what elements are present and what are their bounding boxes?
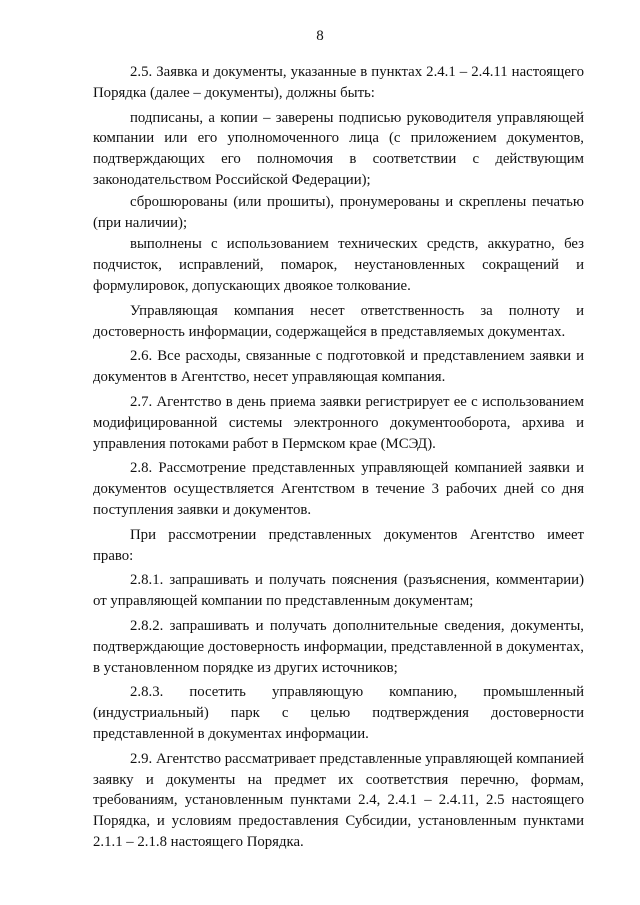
paragraph-responsibility: Управляющая компания несет ответственность за полноту и достоверность информации, содержащейся в представляемых документах. <box>93 302 584 340</box>
paragraph-rights: При рассмотрении представленных документов Агентство имеет право: <box>93 526 584 564</box>
paragraph-2-7: 2.7. Агентство в день приема заявки регистрирует ее с использованием модифицированной системы электронного документооборота, архива и управления потоками работ в Пермском крае (МСЭД). <box>93 393 584 452</box>
paragraph-2-9: 2.9. Агентство рассматривает представленные управляющей компанией заявку и документы на предмет их соответствия перечню, формам, требованиям, установленным пунктами 2.4, 2.4.1 – 2.4.11, 2.5 настоящего Порядка, и условиям предоставления Субсидии, установленным пунктами 2.1.1 – 2.1.8 настоящего Порядка. <box>93 750 584 850</box>
document-body <box>93 62 584 857</box>
paragraph-2-5: 2.5. Заявка и документы, указанные в пунктах 2.4.1 – 2.4.11 настоящего Порядка (далее – документы), должны быть: <box>93 64 584 101</box>
paragraph-2-8-1: 2.8.1. запрашивать и получать пояснения (разъяснения, комментарии) от управляющей компании по представленным документам; <box>93 572 584 610</box>
paragraph-2-8-3: 2.8.3. посетить управляющую компанию, промышленный (индустриальный) парк с целью подтверждения достоверности представленной в документах информации. <box>93 684 584 742</box>
paragraph-2-8: 2.8. Рассмотрение представленных управляющей компанией заявки и документов осуществляется Агентством в течение 3 рабочих дней со дня поступления заявки и документов. <box>93 460 584 518</box>
paragraph-executed: выполнены с использованием технических средств, аккуратно, без подчисток, исправлений, помарок, неустановленных сокращений и формулировок, допускающих двоякое толкование. <box>93 236 584 294</box>
paragraph-signed: подписаны, а копии – заверены подписью руководителя управляющей компании или его уполномоченного лица (с приложением документов, подтверждающих его полномочия в соответствии с действующим законодательством Российской Федерации); <box>93 109 584 188</box>
paragraph-bound: сброшюрованы (или прошиты), пронумерованы и скреплены печатью (при наличии); <box>93 193 584 231</box>
paragraph-2-6: 2.6. Все расходы, связанные с подготовкой и представлением заявки и документов в Агентство, несет управляющая компания. <box>93 348 584 386</box>
page-number: 8 <box>316 28 324 44</box>
paragraph-2-8-2: 2.8.2. запрашивать и получать дополнительные сведения, документы, подтверждающие достоверность информации, представленной в документах, в установленном порядке из других источников; <box>93 617 584 676</box>
